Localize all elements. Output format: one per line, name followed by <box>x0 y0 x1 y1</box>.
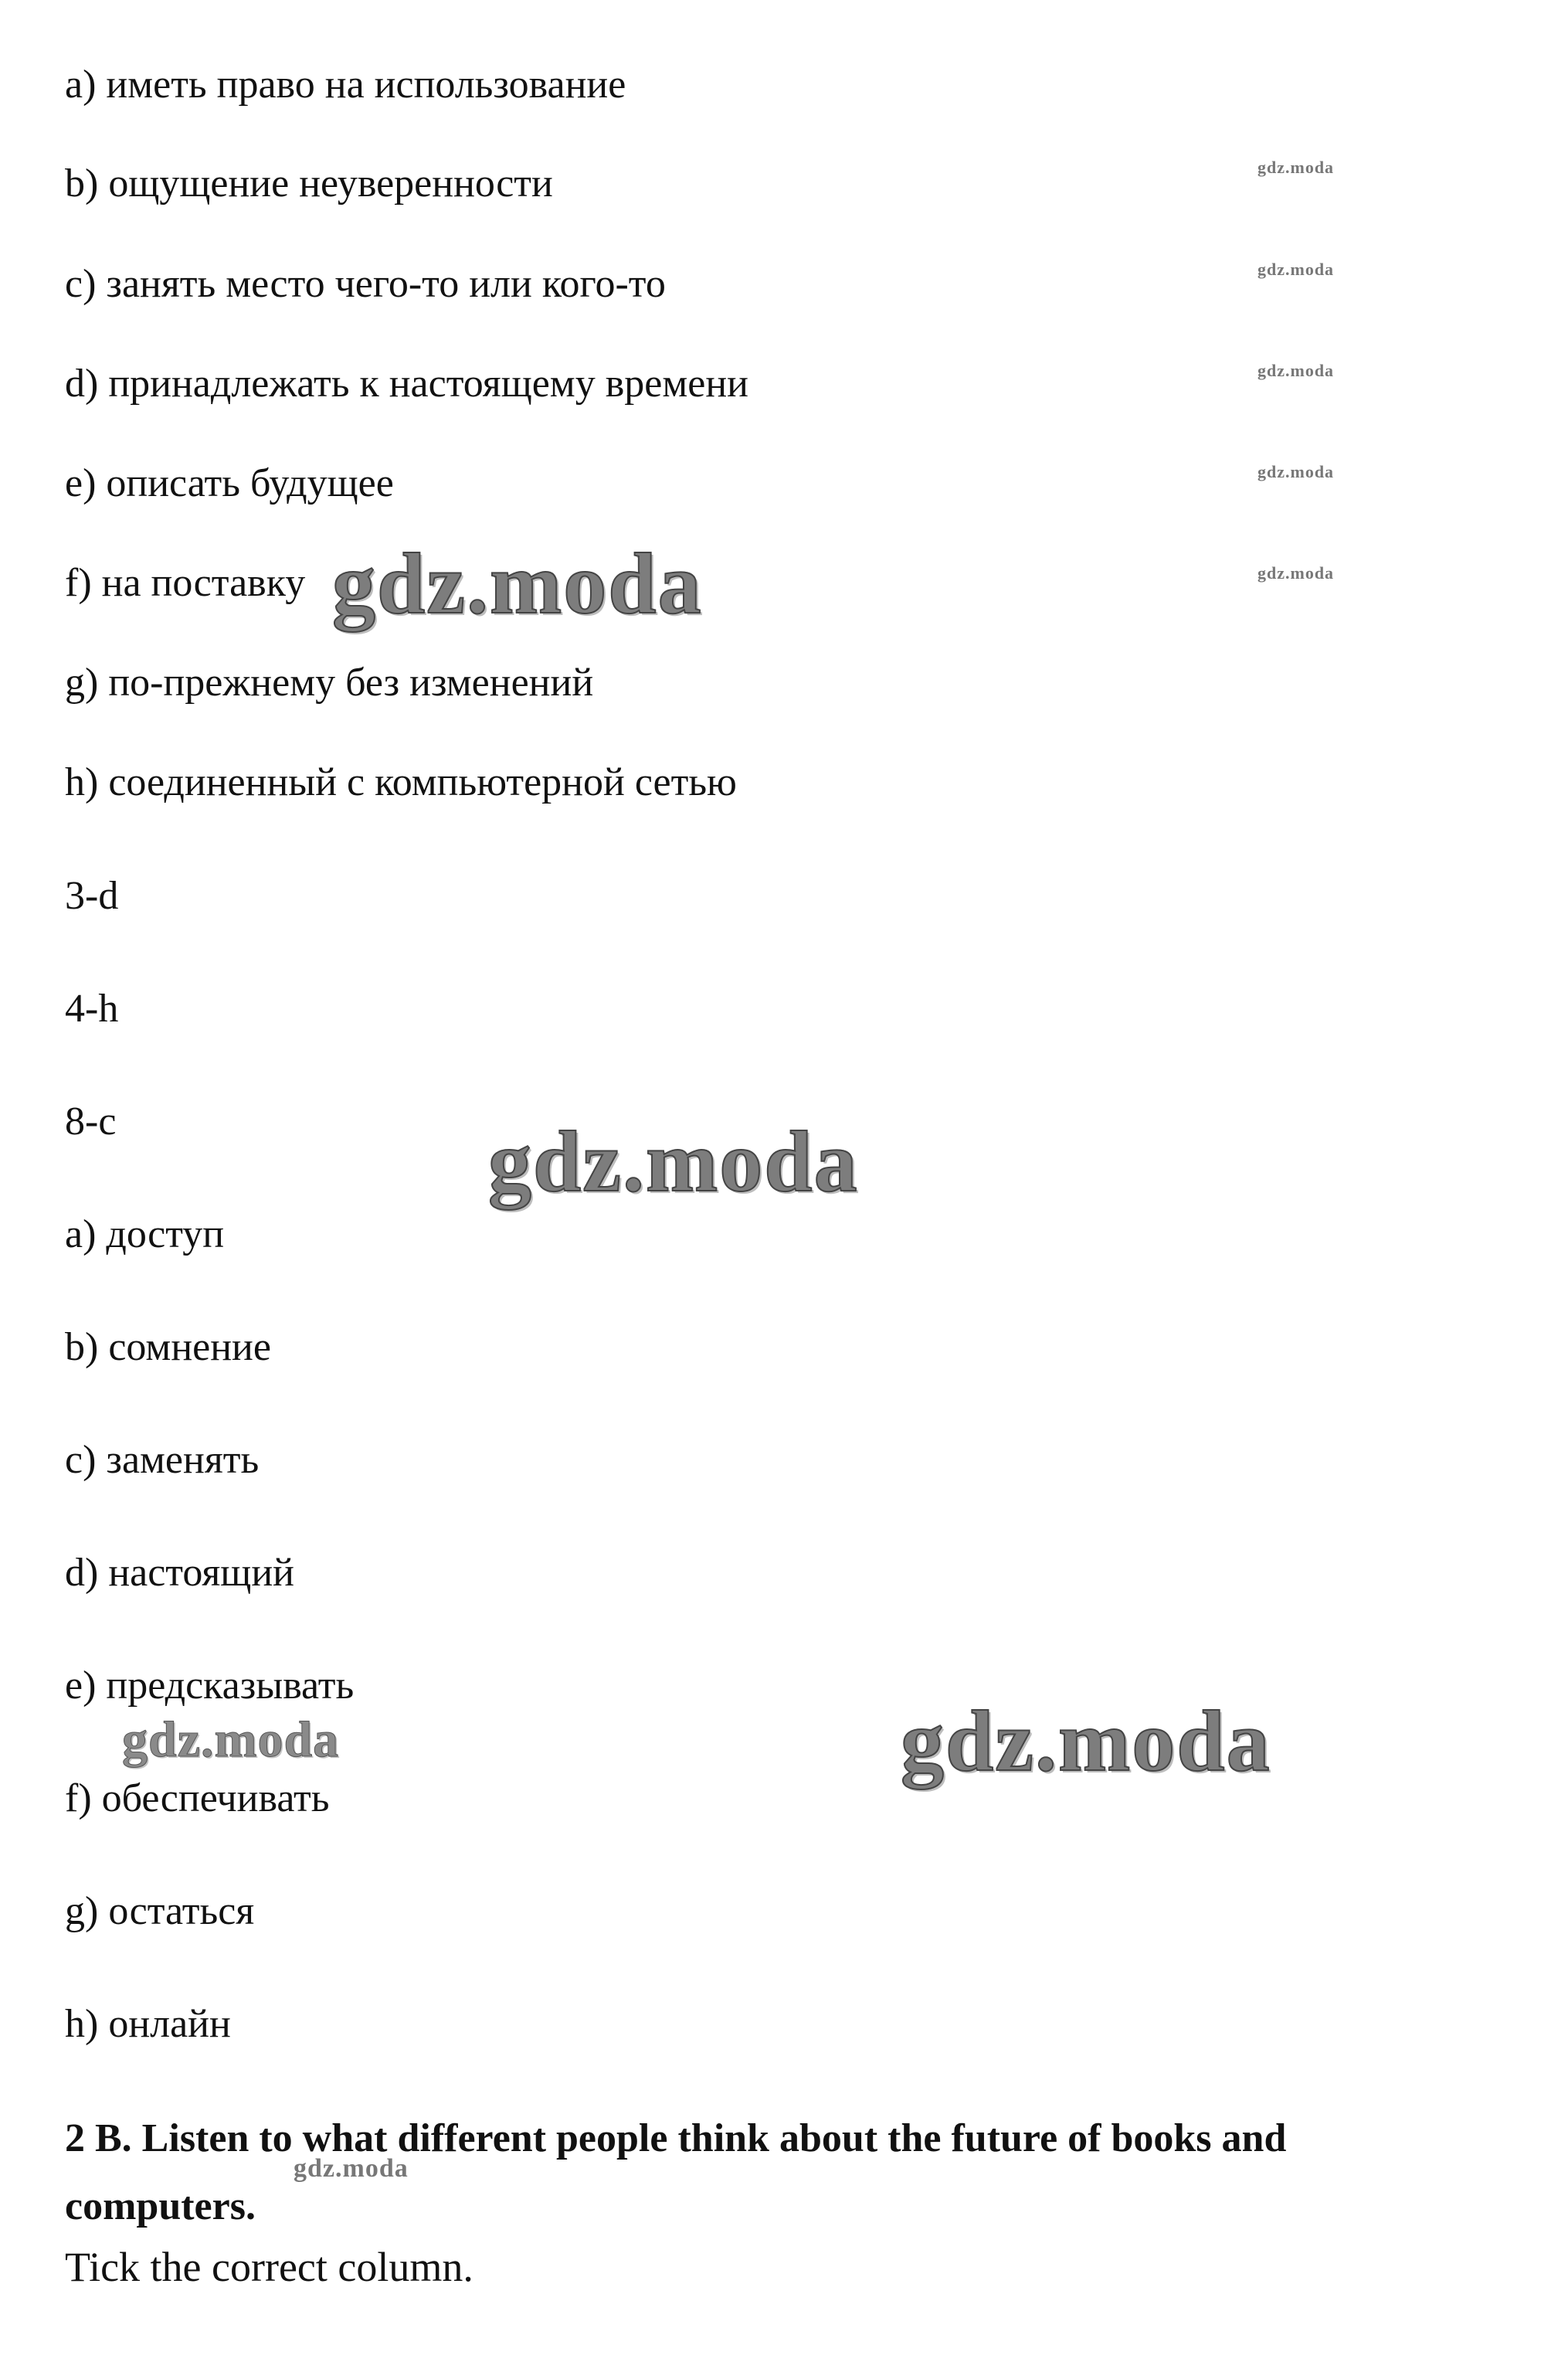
watermark-small-4: gdz.moda <box>1257 462 1335 481</box>
translation-c: c) заменять <box>65 1438 260 1482</box>
answer-2: 4-h <box>65 987 119 1031</box>
translation-b: b) сомнение <box>65 1325 271 1369</box>
definition-a: a) иметь право на использование <box>65 63 626 107</box>
watermark-large-2: gdz.moda <box>488 1114 859 1210</box>
definition-c: c) занять место чего-то или кого-то <box>65 262 666 306</box>
watermark-small-2: gdz.moda <box>1257 260 1335 279</box>
translation-e: e) предсказывать <box>65 1664 355 1708</box>
watermark-medium: gdz.moda <box>122 1711 340 1768</box>
definition-d: d) принадлежать к настоящему времени <box>65 362 748 406</box>
translation-d: d) настоящий <box>65 1551 294 1595</box>
definition-h: h) соединенный с компьютерной сетью <box>65 760 737 804</box>
watermark-large-1: gdz.moda <box>332 536 703 632</box>
definition-e: e) описать будущее <box>65 461 394 505</box>
translation-h: h) онлайн <box>65 2002 231 2046</box>
translation-a: a) доступ <box>65 1212 225 1256</box>
answer-3: 8-c <box>65 1099 117 1144</box>
watermark-small-1: gdz.moda <box>1257 158 1335 177</box>
task-heading: 2 B. Listen to what different people think about the future of books and computers. <box>65 2116 1287 2228</box>
task-instruction: Tick the correct column. <box>65 2244 473 2290</box>
watermark-large-3: gdz.moda <box>901 1694 1271 1789</box>
definition-b: b) ощущение неуверенности <box>65 161 553 206</box>
definition-f: f) на поставку <box>65 561 306 605</box>
watermark-small-3: gdz.moda <box>1257 361 1335 380</box>
definition-g: g) по-прежнему без изменений <box>65 661 594 705</box>
answer-1: 3-d <box>65 874 119 918</box>
watermark-small-5: gdz.moda <box>1257 563 1335 583</box>
watermark-small-6: gdz.moda <box>294 2154 409 2183</box>
translation-f: f) обеспечивать <box>65 1776 330 1820</box>
translation-g: g) остаться <box>65 1889 255 1933</box>
